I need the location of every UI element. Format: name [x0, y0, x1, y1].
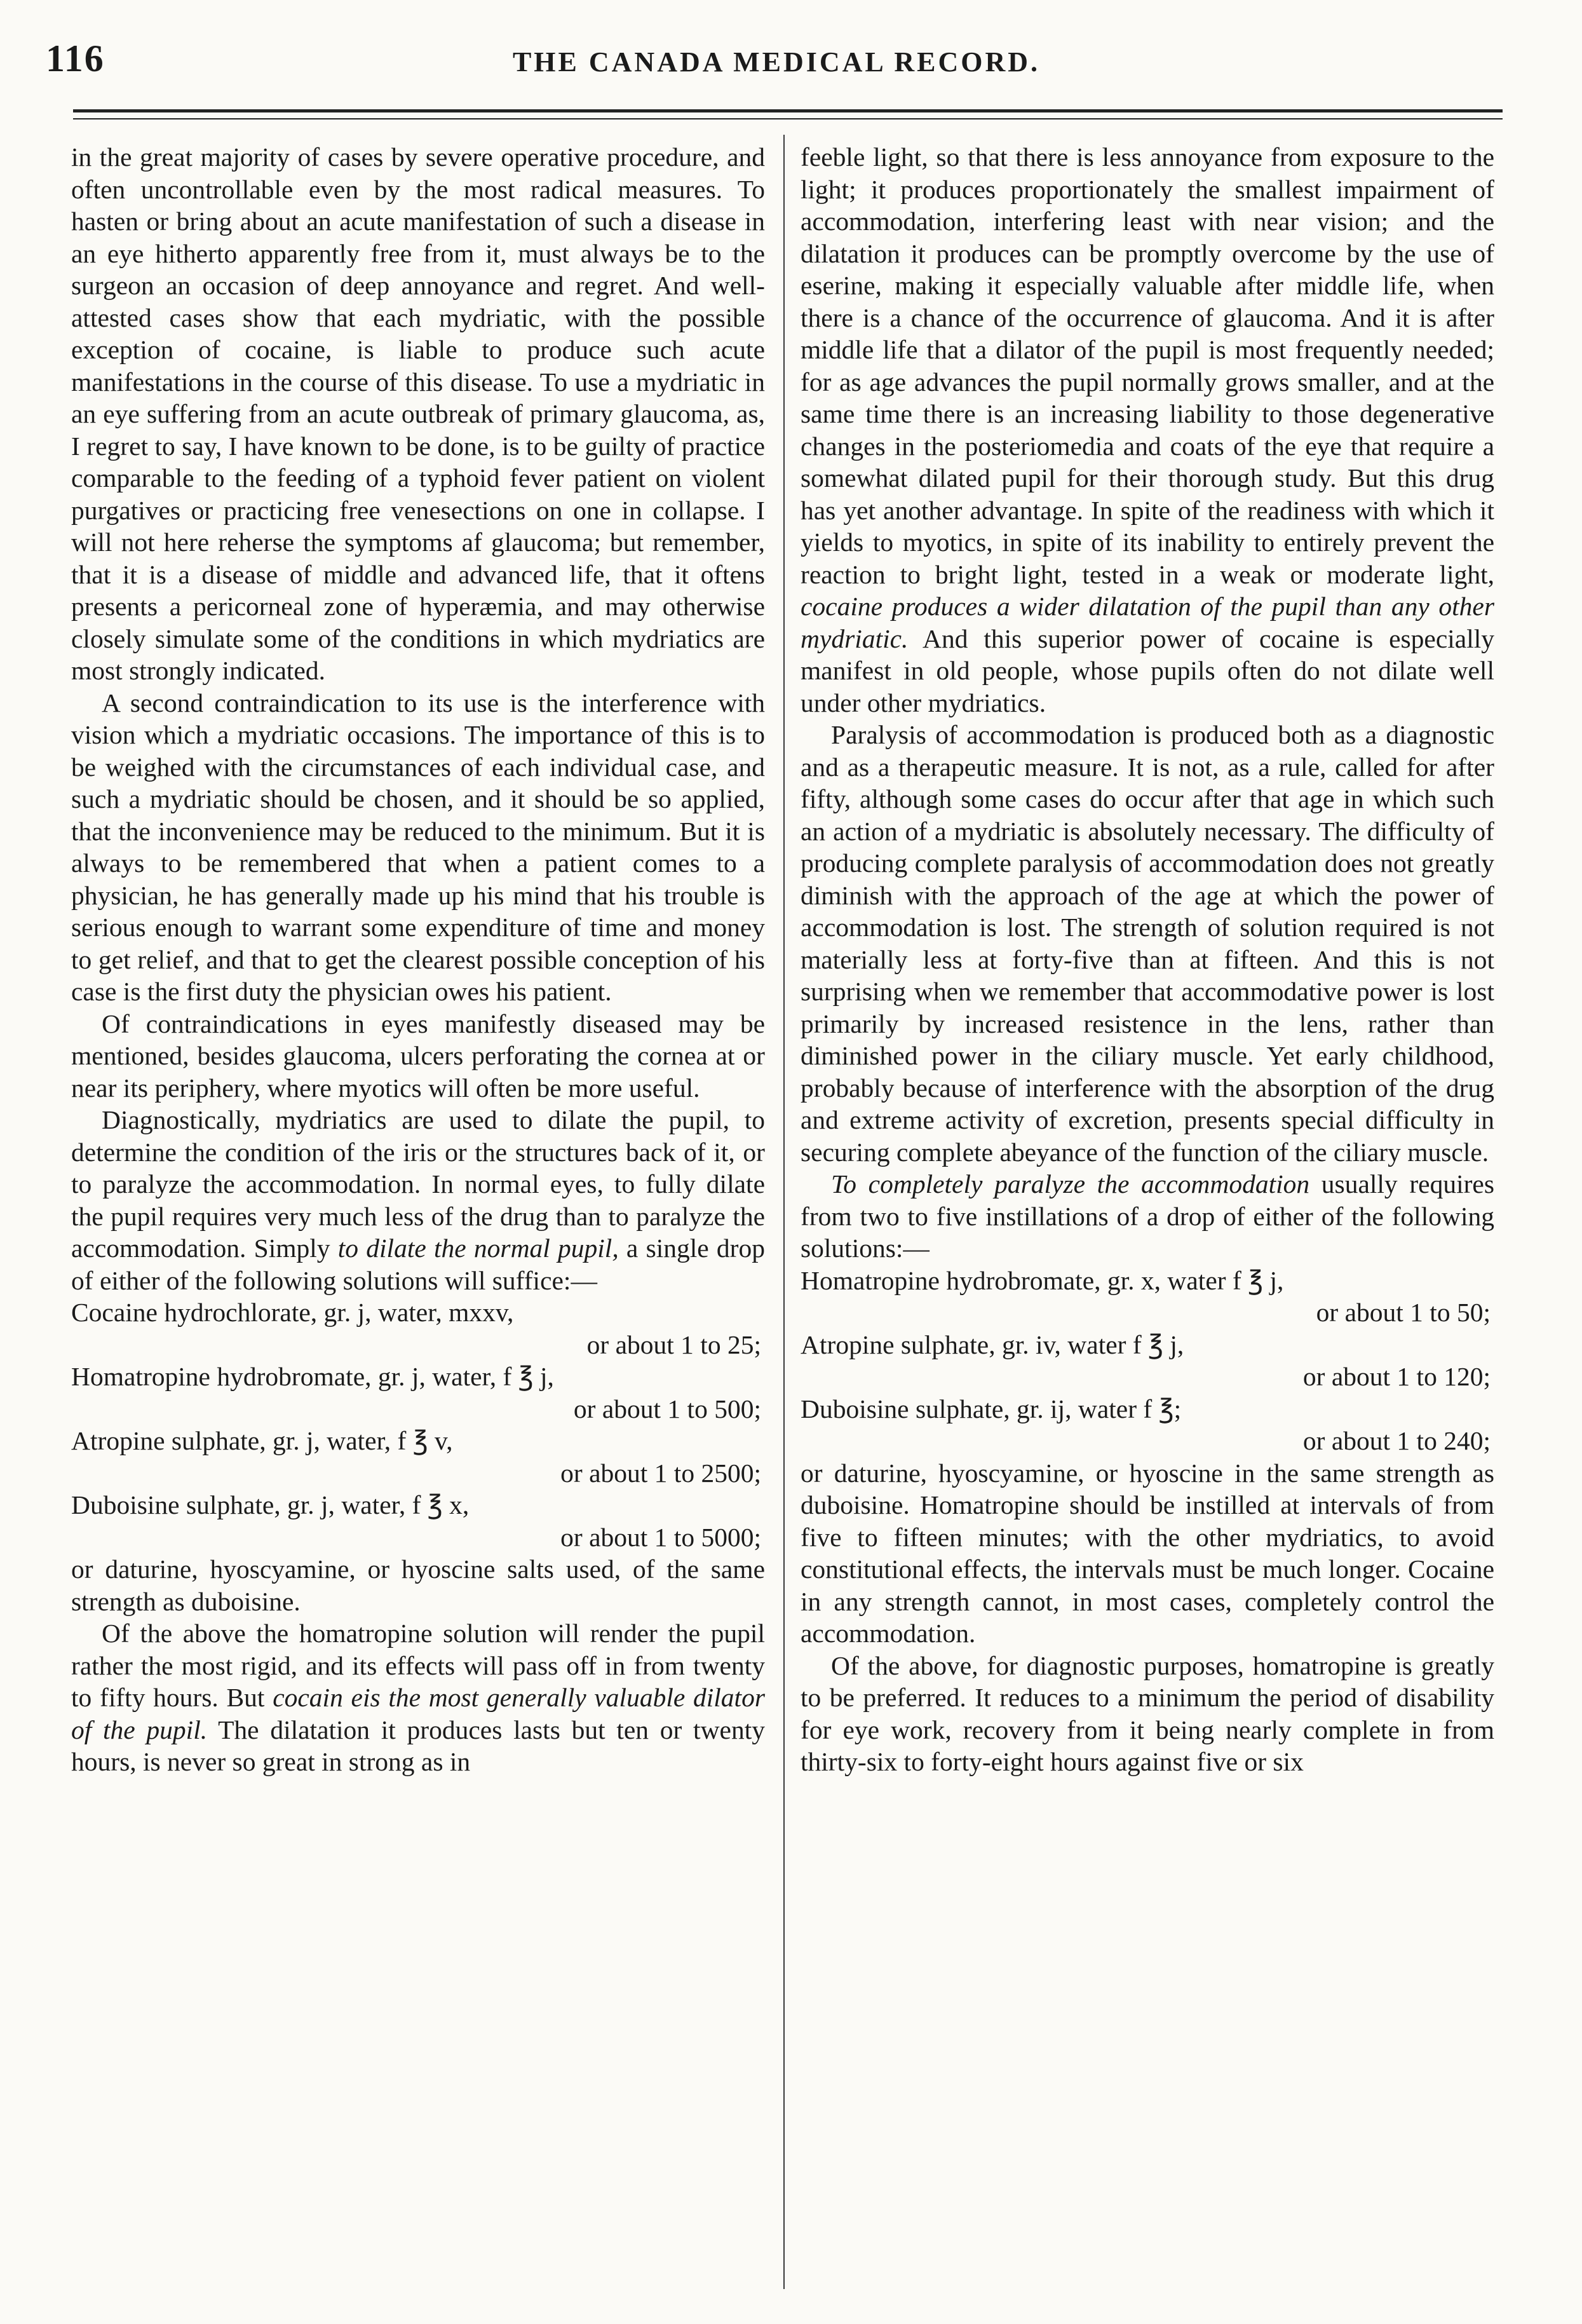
prescription-item: [71, 1425, 765, 1489]
prescription-item: [801, 1329, 1494, 1393]
left-paragraph-6: [71, 1617, 765, 1778]
left-column: [71, 141, 765, 1778]
left-paragraph-2: A second contraindication to its use is the interference with vision which a mydriatic occasions. The importance of this is to be weighed with the circumstances of each individual case, and such a mydriatic should be chosen, and it should be so applied, that the inconvenience may be reduced to the minimum. But it is always to be remembered that when a patient comes to a physician, he has generally made up his mind that his trouble is serious enough to warrant some expenditure of time and money to get relief, and that to get the clearest possible conception of his case is the first duty the physician owes his patient.: [71, 688, 765, 1006]
prescription-drug: Atropine sulphate, gr. iv, water f ℥ j,: [801, 1329, 1184, 1359]
right-paragraph-5: Of the above, for diagnostic purposes, homatropine is greatly to be preferred. It reduces to a minimum the period of disability for eye work, recovery from it being nearly complete in from thirty-six to forty-eight hours against five or six: [801, 1650, 1494, 1776]
right-paragraph-1-text-b: And this superior power of cocaine is especially manifest in old people, whose pupils often do not dilate well under other mydriatics.: [801, 623, 1494, 717]
page-number: 116: [46, 37, 105, 79]
running-title: THE CANADA MEDICAL RECORD.: [512, 46, 1041, 78]
prescription-drug: Cocaine hydrochlorate, gr. j, water, mxxv,: [71, 1298, 514, 1327]
left-paragraph-6-text-b: The dilatation it produces lasts but ten or twenty hours, is never so great in strong as in: [71, 1715, 765, 1776]
prescription-list-dilate: [71, 1296, 765, 1553]
prescription-item: [71, 1361, 765, 1425]
column-divider: [783, 135, 785, 2289]
prescription-item: [801, 1265, 1494, 1329]
prescription-ratio: or about 1 to 25;: [586, 1329, 761, 1359]
right-paragraph-2: Paralysis of accommodation is produced both as a diagnostic and as a therapeutic measure. It is not, as a rule, called for after fifty, although some cases do occur after that age in which such an action of a mydriatic is absolutely necessary. The difficulty of producing complete paralysis of accommodation does not greatly diminish with the approach of the age at which the power of accommodation is lost. The strength of solution required is not materially less at forty-five than at fifteen. And this is not surprising when we remember that accommodative power is lost primarily by increased resistence in the lens, rather than diminished power in the ciliary muscle. Yet early childhood, probably because of interference with the absorption of the drug and extreme activity of excretion, presents special difficulty in securing complete abeyance of the function of the ciliary muscle.: [801, 720, 1494, 1167]
right-paragraph-1-text-a: feeble light, so that there is less annoyance from exposure to the light; it produces proportionately the smallest impairment of accommodation, interfering least with near vision; and the dilatation it produces can be promptly overcome by the use of eserine, making it especially valuable after middle life, when there is a chance of the occurrence of glaucoma. And it is after middle life that a dilator of the pupil is most frequently needed; for as age advances the pupil normally grows smaller, and at the same time there is an increasing liability to those degenerative changes in the posteriomedia and coats of the eye that require a somewhat dilated pupil for their thorough study. But this drug has yet another advantage. In spite of the readiness with which it yields to myotics, in spite of its inability to entirely prevent the reaction to bright light, tested in a weak or moderate light,: [801, 142, 1494, 589]
left-paragraph-4-text-b: a single drop of either of the following solutions will suffice:—: [71, 1233, 765, 1295]
prescription-drug: Homatropine hydrobromate, gr. j, water, f ℥ j,: [71, 1362, 554, 1391]
right-paragraph-3: [801, 1168, 1494, 1265]
prescription-drug: Duboisine sulphate, gr. j, water, f ℥ x,: [71, 1490, 470, 1519]
prescription-item: [71, 1296, 765, 1361]
right-column: [801, 141, 1494, 1778]
prescription-list-paralyze: [801, 1265, 1494, 1457]
left-paragraph-6-text-a: Of the above the homatropine solution will render the pupil rather the most rigid, and its effects will pass off in from twenty to fifty hours. But: [71, 1619, 765, 1712]
prescription-drug: Homatropine hydrobromate, gr. x, water f ℥ j,: [801, 1265, 1284, 1295]
prescription-ratio: or about 1 to 240;: [1302, 1426, 1491, 1455]
right-paragraph-3-text: usually requires from two to five instillations of a drop of either of the following solutions:—: [801, 1169, 1494, 1263]
prescription-item: [71, 1489, 765, 1553]
right-paragraph-4: or daturine, hyoscyamine, or hyoscine in the same strength as duboisine. Homatropine should be instilled at intervals of from five to fifteen minutes; with the other mydriatics, to avoid constitutional effects, the intervals must be much longer. Cocaine in any strength cannot, in most cases, completely control the accommodation.: [801, 1458, 1494, 1648]
prescription-ratio: or about 1 to 2500;: [560, 1458, 761, 1488]
prescription-ratio: or about 1 to 500;: [573, 1394, 761, 1424]
left-paragraph-4-emphasis: to dilate the normal pupil,: [337, 1233, 619, 1263]
left-paragraph-5: or daturine, hyoscyamine, or hyoscine salts used, of the same strength as duboisine.: [71, 1554, 765, 1616]
prescription-item: [801, 1393, 1494, 1457]
left-paragraph-1: in the great majority of cases by severe operative procedure, and often uncontrollable even by the most radical measures. To hasten or bring about an acute manifestation of such a disease in an eye hitherto apparently free from it, must always be to the surgeon an occasion of deep annoyance and regret. And well-attested cases show that each mydriatic, with the possible exception of cocaine, is liable to produce such acute manifestations in the course of this disease. To use a mydriatic in an eye suffering from an acute outbreak of primary glaucoma, as, I regret to say, I have known to be done, is to be guilty of practice comparable to the feeding of a typhoid fever patient on violent purgatives or practicing free venesections on one in collapse. I will not here reherse the symptoms af glaucoma; but remember, that it is a disease of middle and advanced life, that it oftens presents a pericorneal zone of hyperæmia, and may otherwise closely simulate some of the conditions in which mydriatics are most strongly indicated.: [71, 142, 765, 685]
prescription-drug: Atropine sulphate, gr. j, water, f ℥ v,: [71, 1426, 453, 1455]
right-paragraph-3-emphasis: To completely paralyze the accommodation: [831, 1169, 1310, 1199]
page-header: [46, 37, 1507, 98]
left-paragraph-6-emphasis: cocain eis the most generally valuable dilator of the pupil.: [71, 1683, 765, 1744]
left-paragraph-4-text-a: Diagnostically, mydriatics are used to dilate the pupil, to determine the condition of the iris or the structures back of it, or to paralyze the accommodation. In normal eyes, to fully dilate the pupil requires very much less of the drug than to paralyze the accommodation. Simply: [71, 1105, 765, 1263]
prescription-ratio: or about 1 to 120;: [1302, 1362, 1491, 1391]
prescription-ratio: or about 1 to 5000;: [560, 1522, 761, 1552]
right-paragraph-1-emphasis: cocaine produces a wider dilatation of the pupil than any other mydriatic.: [801, 592, 1494, 653]
prescription-ratio: or about 1 to 50;: [1316, 1298, 1491, 1327]
prescription-drug: Duboisine sulphate, gr. ij, water f ℥;: [801, 1394, 1182, 1424]
left-paragraph-3: Of contraindications in eyes manifestly diseased may be mentioned, besides glaucoma, ulcers perforating the cornea at or near its periphery, where myotics will often be more useful.: [71, 1009, 765, 1103]
header-rule-thick: [73, 109, 1503, 112]
left-paragraph-4: [71, 1104, 765, 1296]
header-rule-thin: [73, 118, 1503, 119]
right-paragraph-1: [801, 141, 1494, 719]
